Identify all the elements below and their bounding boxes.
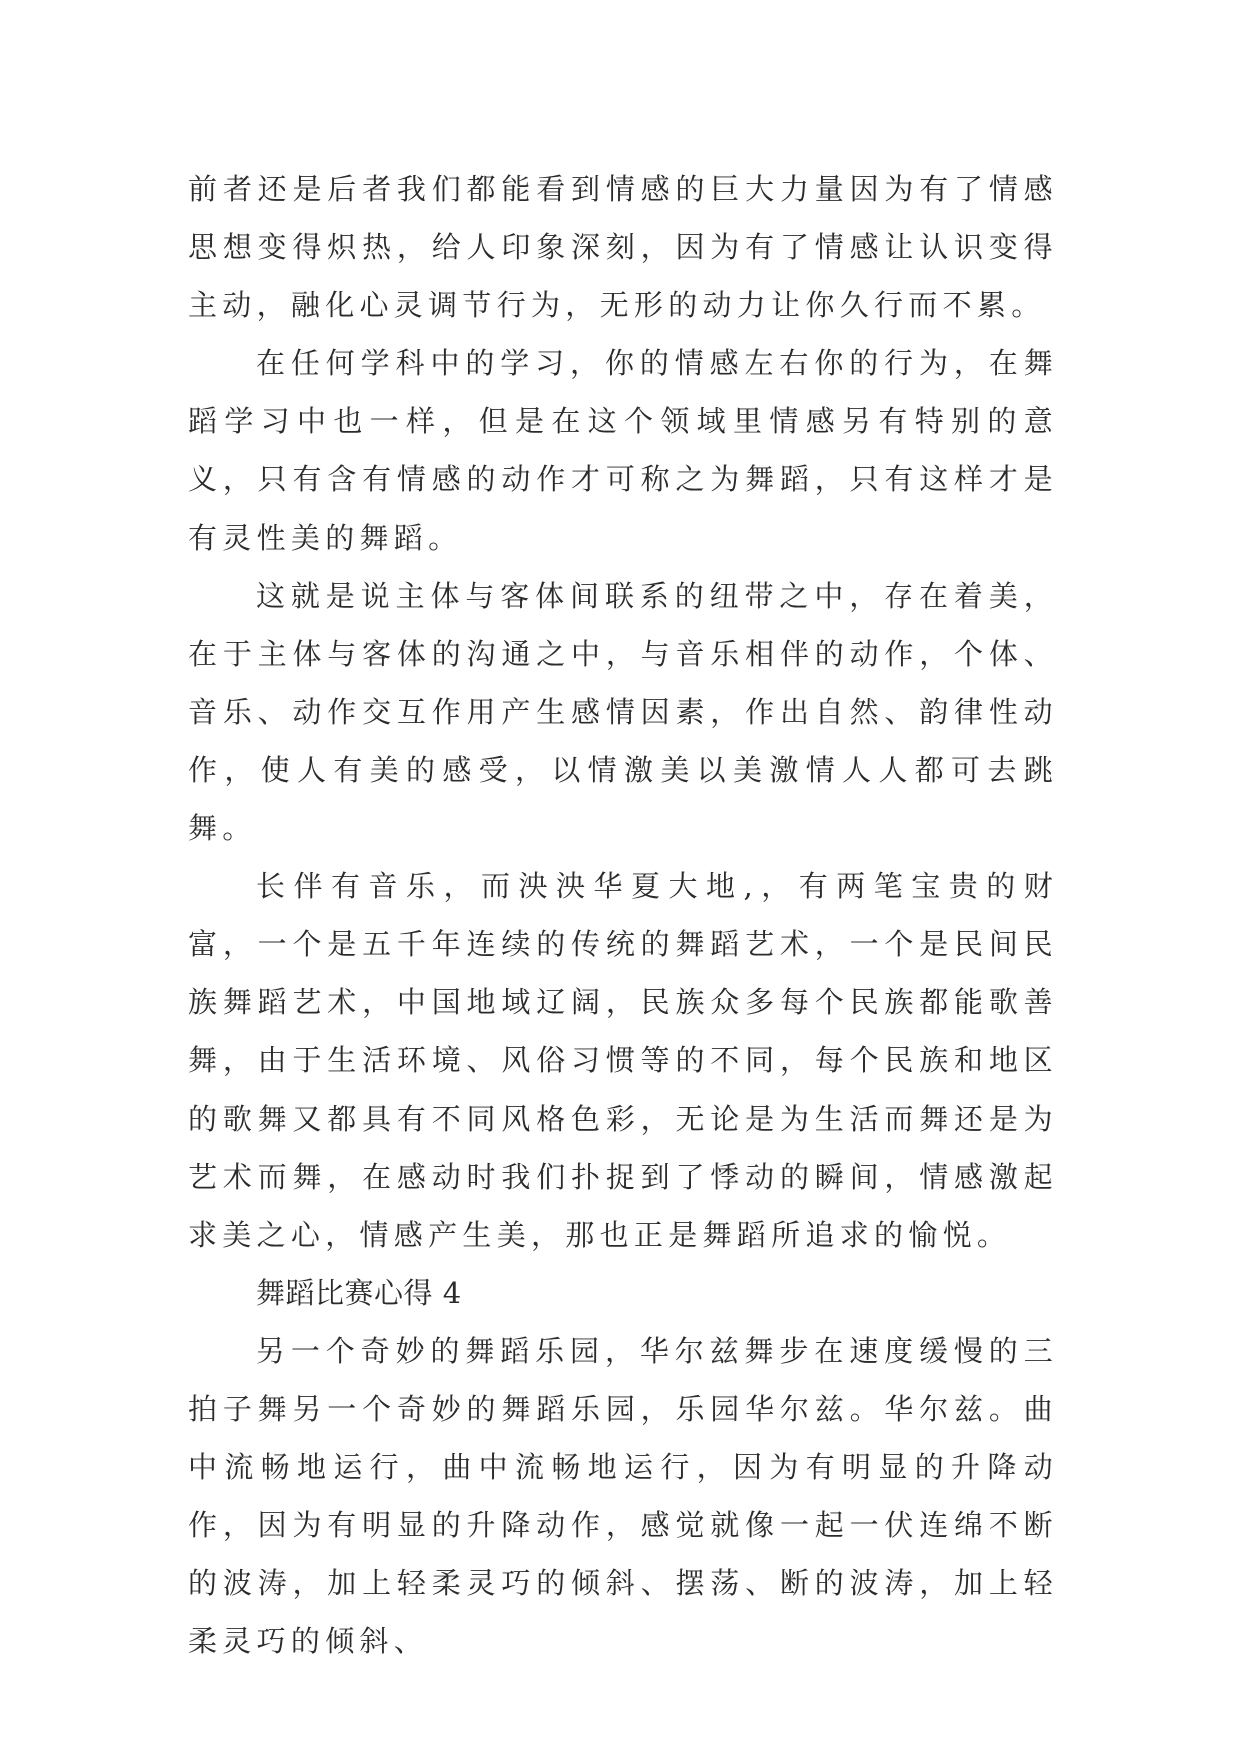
paragraph: 在任何学科中的学习，你的情感左右你的行为，在舞蹈学习中也一样，但是在这个领域里情感另有特别的意义，只有含有情感的动作才可称之为舞蹈，只有这样才是有灵性美的舞蹈。 <box>188 346 1058 555</box>
paragraph: 另一个奇妙的舞蹈乐园，华尔兹舞步在速度缓慢的三拍子舞另一个奇妙的舞蹈乐园，乐园华尔兹。华尔兹。曲中流畅地运行，曲中流畅地运行，因为有明显的升降动作，因为有明显的升降动作，感觉就像一起一伏连绵不断的波涛，加上轻柔灵巧的倾斜、摆荡、断的波涛，加上轻柔灵巧的倾斜、 <box>188 1333 1058 1659</box>
paragraph-continuation: 前者还是后者我们都能看到情感的巨大力量因为有了情感思想变得炽热，给人印象深刻，因为有了情感让认识变得主动，融化心灵调节行为，无形的动力让你久行而不累。 <box>188 172 1058 323</box>
section-heading: 舞蹈比赛心得 4 <box>256 1275 462 1310</box>
paragraph: 这就是说主体与客体间联系的纽带之中，存在着美，在于主体与客体的沟通之中，与音乐相伴的动作，个体、音乐、动作交互作用产生感情因素，作出自然、韵律性动作，使人有美的感受，以情激美以美激情人人都可去跳舞。 <box>188 578 1058 846</box>
paragraph: 长伴有音乐，而泱泱华夏大地,，有两笔宝贵的财富，一个是五千年连续的传统的舞蹈艺术，一个是民间民族舞蹈艺术，中国地域辽阔，民族众多每个民族都能歌善舞，由于生活环境、风俗习惯等的不同，每个民族和地区的歌舞又都具有不同风格色彩，无论是为生活而舞还是为艺术而舞，在感动时我们扑捉到了悸动的瞬间，情感激起求美之心，情感产生美，那也正是舞蹈所追求的愉悦。 <box>188 869 1058 1252</box>
document-body <box>188 160 1058 1670</box>
